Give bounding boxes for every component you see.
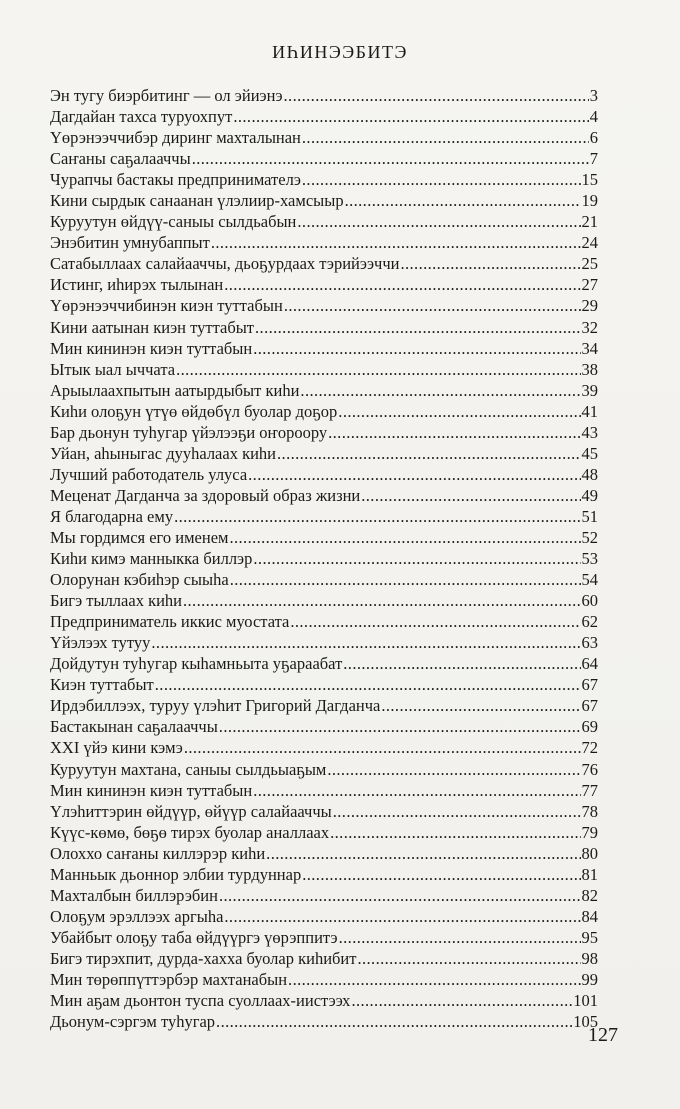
- toc-entry-page: 101: [573, 991, 598, 1011]
- toc-entry: [50, 443, 598, 464]
- toc-entry: [50, 106, 598, 127]
- dot-leader: [183, 590, 581, 611]
- toc-entry-page: 79: [581, 822, 598, 842]
- toc-entry: [50, 506, 598, 527]
- dot-leader: [339, 927, 581, 948]
- toc-entry: [50, 906, 598, 927]
- dot-leader: [400, 253, 580, 274]
- toc-entry-page: 76: [581, 759, 598, 779]
- dot-leader: [255, 317, 580, 338]
- toc-entry-page: 69: [581, 717, 598, 737]
- dot-leader: [302, 127, 589, 148]
- toc-entry-title: Я благодарна ему: [50, 506, 174, 526]
- dot-leader: [216, 1011, 572, 1032]
- toc-entry-title: Бар дьонун туһугар үйэлээҕи оҥороору: [50, 422, 328, 442]
- toc-entry: [50, 274, 598, 295]
- toc-entry: [50, 485, 598, 506]
- toc-entry: [50, 464, 598, 485]
- toc-entry: [50, 422, 598, 443]
- toc-entry-title: Бастакынан саҕалааччы: [50, 717, 218, 737]
- toc-entry-title: Куруутун өйдүү-саныы сылдьабын: [50, 212, 297, 232]
- toc-entry-title: Үлэһиттэрин өйдүүр, өйүүр салайааччы: [50, 801, 332, 821]
- toc-entry: [50, 759, 598, 780]
- toc-entry-title: Уйан, аһыныгас дууһалаах киһи: [50, 443, 277, 463]
- dot-leader: [219, 716, 581, 737]
- page-number: 127: [588, 1024, 618, 1046]
- dot-leader: [328, 422, 580, 443]
- toc-entry-page: 38: [581, 359, 598, 379]
- dot-leader: [253, 548, 580, 569]
- toc-entry-page: 60: [581, 591, 598, 611]
- toc-entry: [50, 338, 598, 359]
- toc-entry: [50, 317, 598, 338]
- toc-entry-title: Предприниматель иккис муостата: [50, 612, 290, 632]
- dot-leader: [266, 843, 580, 864]
- dot-leader: [351, 990, 572, 1011]
- toc-entry-title: Мин аҕам дьонтон туспа суоллаах-иистээх: [50, 991, 351, 1011]
- dot-leader: [224, 274, 580, 295]
- toc-entry: [50, 380, 598, 401]
- toc-entry: [50, 843, 598, 864]
- toc-entry-title: Лучший работодатель улуса: [50, 464, 248, 484]
- toc-entry: [50, 864, 598, 885]
- toc-entry-title: Арыылаахпытын аатырдыбыт киһи: [50, 380, 300, 400]
- dot-leader: [333, 801, 581, 822]
- dot-leader: [219, 885, 581, 906]
- toc-entry-page: 3: [589, 86, 598, 105]
- toc-entry: [50, 780, 598, 801]
- toc-entry-title: Меценат Дагданча за здоровый образ жизни: [50, 485, 361, 505]
- dot-leader: [297, 211, 580, 232]
- toc-entry: [50, 211, 598, 232]
- toc-entry-title: Дойдутун туһугар кыһамньыта уҕараабат: [50, 654, 343, 674]
- toc-entry-page: 19: [581, 191, 598, 211]
- toc-entry-title: Олоҕум эрэллээх аргыһа: [50, 906, 224, 926]
- toc-entry: [50, 990, 598, 1011]
- toc-entry-page: 64: [581, 654, 598, 674]
- dot-leader: [230, 569, 581, 590]
- toc-entry-page: 67: [581, 696, 598, 716]
- dot-leader: [338, 401, 580, 422]
- toc-entry: [50, 611, 598, 632]
- dot-leader: [224, 906, 580, 927]
- toc-entry-title: Дьонум-сэргэм туһугар: [50, 1012, 216, 1032]
- toc-entry: [50, 569, 598, 590]
- toc-entry-title: Ытык ыал ыччата: [50, 359, 176, 379]
- toc-entry-page: 51: [581, 506, 598, 526]
- toc-entry-title: Кини аатынан киэн туттабыт: [50, 317, 255, 337]
- dot-leader: [345, 190, 581, 211]
- toc-entry: [50, 148, 598, 169]
- toc-entry-page: 43: [581, 422, 598, 442]
- toc-entry: [50, 401, 598, 422]
- toc-entry-page: 32: [581, 317, 598, 337]
- toc-entry: [50, 85, 598, 106]
- page-title: ИҺИНЭЭБИТЭ: [272, 42, 408, 62]
- dot-leader: [302, 864, 580, 885]
- toc-entry-title: Киһи кимэ манныкка биллэр: [50, 549, 253, 569]
- toc-entry-title: Бигэ тыллаах киһи: [50, 591, 182, 611]
- toc-entry-page: 98: [581, 948, 598, 968]
- toc-entry-title: Үөрэнээччибинэн киэн туттабын: [50, 296, 283, 316]
- toc-entry-page: 54: [581, 570, 598, 590]
- toc-entry: [50, 169, 598, 190]
- toc-entry-page: 34: [581, 338, 598, 358]
- toc-entry-title: Куруутун махтана, саныы сылдьыаҕым: [50, 759, 327, 779]
- toc-entry-title: Дагдайан тахса туруохпут: [50, 107, 233, 127]
- dot-leader: [233, 106, 588, 127]
- toc-entry: [50, 590, 598, 611]
- toc-entry-page: 80: [581, 843, 598, 863]
- toc-entry: [50, 716, 598, 737]
- toc-entry-page: 21: [581, 212, 598, 232]
- toc-entry-title: Үйэлээх тутуу: [50, 633, 151, 653]
- dot-leader: [284, 295, 581, 316]
- toc-entry-page: 39: [581, 380, 598, 400]
- dot-leader: [357, 948, 580, 969]
- toc-entry-page: 4: [589, 107, 598, 127]
- toc-entry: [50, 737, 598, 758]
- toc-entry-page: 41: [581, 401, 598, 421]
- dot-leader: [330, 822, 580, 843]
- dot-leader: [155, 674, 581, 695]
- toc-entry-page: 95: [581, 927, 598, 947]
- toc-entry-page: 62: [581, 612, 598, 632]
- toc-entry-page: 99: [581, 969, 598, 989]
- toc-entry-title: Саҥаны саҕалааччы: [50, 149, 191, 169]
- toc-entry-title: Энэбитин умнубаппыт: [50, 233, 210, 253]
- toc-entry-title: XXI үйэ кини кэмэ: [50, 738, 183, 758]
- toc-entry-title: Киэн туттабыт: [50, 675, 154, 695]
- dot-leader: [184, 737, 581, 758]
- dot-leader: [248, 464, 580, 485]
- toc-entry-title: Мин төрөппүттэрбэр махтанабын: [50, 969, 288, 989]
- toc-entry-title: Ирдэбиллээх, туруу үлэһит Григорий Дагданча: [50, 696, 381, 716]
- dot-leader: [192, 148, 589, 169]
- toc-entry: [50, 1011, 598, 1032]
- toc-entry: [50, 801, 598, 822]
- toc-entry-page: 49: [581, 485, 598, 505]
- dot-leader: [343, 653, 580, 674]
- dot-leader: [229, 527, 580, 548]
- toc-entry-page: 81: [581, 864, 598, 884]
- toc-entry: [50, 948, 598, 969]
- toc-entry-title: Чурапчы бастакы предпринимателэ: [50, 170, 301, 190]
- toc-entry-page: 25: [581, 254, 598, 274]
- toc-entry: [50, 969, 598, 990]
- toc-entry-page: 6: [589, 128, 598, 148]
- toc-entry: [50, 295, 598, 316]
- toc-entry-title: Сатабыллаах салайааччы, дьоҕурдаах тэрийээччи: [50, 254, 400, 274]
- dot-leader: [253, 780, 580, 801]
- dot-leader: [277, 443, 580, 464]
- toc-entry-page: 53: [581, 549, 598, 569]
- toc-entry-title: Олорунан кэбиһэр сыыһа: [50, 570, 229, 590]
- toc-entry-page: 52: [581, 527, 598, 547]
- toc-entry: [50, 653, 598, 674]
- toc-entry-page: 84: [581, 906, 598, 926]
- dot-leader: [211, 232, 581, 253]
- dot-leader: [327, 759, 580, 780]
- toc-entry-title: Убайбыт олоҕу таба өйдүүргэ үөрэппитэ: [50, 927, 338, 947]
- toc-entry-title: Бигэ тирэхпит, дурда-хахха буолар киһибит: [50, 948, 357, 968]
- dot-leader: [284, 85, 589, 106]
- toc-entry-title: Күүс-көмө, бөҕө тирэх буолар аналлаах: [50, 822, 330, 842]
- dot-leader: [176, 359, 580, 380]
- toc-entry-page: 67: [581, 675, 598, 695]
- toc-entry-title: Үөрэнээччибэр диринг махталынан: [50, 128, 301, 148]
- toc-entry: [50, 127, 598, 148]
- toc-entry: [50, 548, 598, 569]
- toc-entry: [50, 674, 598, 695]
- toc-entry-page: 72: [581, 738, 598, 758]
- toc-entry-title: Кини сырдык санаанан үлэлиир-хамсыыр: [50, 191, 344, 211]
- toc-entry-title: Мин кининэн киэн туттабын: [50, 338, 253, 358]
- dot-leader: [253, 338, 580, 359]
- toc-entry-page: 82: [581, 885, 598, 905]
- toc-entry: [50, 253, 598, 274]
- toc-entry: [50, 232, 598, 253]
- table-of-contents: [50, 85, 598, 1032]
- toc-entry-page: 15: [581, 170, 598, 190]
- toc-entry: [50, 885, 598, 906]
- toc-entry-title: Манньык дьоннор элбии турдуннар: [50, 864, 302, 884]
- toc-entry: [50, 927, 598, 948]
- toc-entry-title: Киһи олоҕун үтүө өйдөбүл буолар доҕор: [50, 401, 338, 421]
- toc-entry-title: Махталбын биллэрэбин: [50, 885, 218, 905]
- toc-entry: [50, 822, 598, 843]
- dot-leader: [290, 611, 580, 632]
- toc-entry-title: Эн тугу биэрбитинг — ол эйиэнэ: [50, 86, 283, 105]
- toc-entry-page: 63: [581, 633, 598, 653]
- dot-leader: [151, 632, 580, 653]
- dot-leader: [174, 506, 580, 527]
- toc-entry: [50, 632, 598, 653]
- toc-entry-page: 105: [573, 1012, 598, 1032]
- dot-leader: [300, 380, 580, 401]
- toc-entry-title: Олоххо саҥаны киллэрэр киһи: [50, 843, 266, 863]
- toc-entry-page: 27: [581, 275, 598, 295]
- dot-leader: [288, 969, 580, 990]
- toc-entry: [50, 695, 598, 716]
- toc-entry-page: 48: [581, 464, 598, 484]
- toc-entry: [50, 359, 598, 380]
- toc-entry-page: 45: [581, 443, 598, 463]
- toc-entry: [50, 527, 598, 548]
- toc-entry-page: 24: [581, 233, 598, 253]
- toc-entry-page: 77: [581, 780, 598, 800]
- toc-entry-title: Мы гордимся его именем: [50, 527, 229, 547]
- toc-entry-page: 29: [581, 296, 598, 316]
- dot-leader: [361, 485, 580, 506]
- toc-entry-page: 78: [581, 801, 598, 821]
- toc-entry: [50, 190, 598, 211]
- toc-entry-title: Мин кининэн киэн туттабын: [50, 780, 253, 800]
- dot-leader: [381, 695, 580, 716]
- toc-entry-title: Истинг, иһирэх тылынан: [50, 275, 224, 295]
- dot-leader: [302, 169, 581, 190]
- toc-entry-page: 7: [589, 149, 598, 169]
